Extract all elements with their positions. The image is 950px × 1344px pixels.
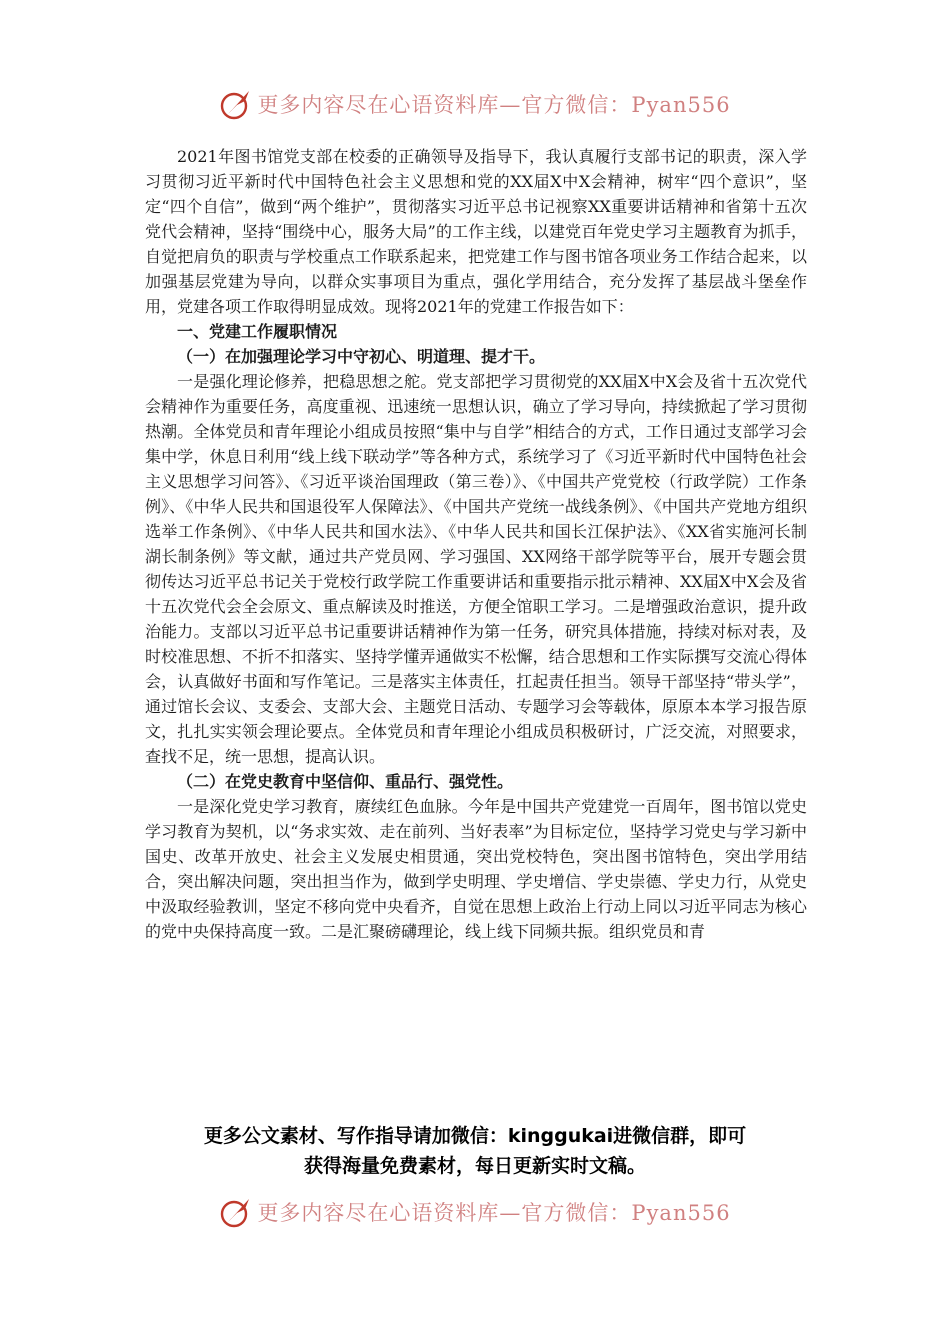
- promo-line: 更多公文素材、写作指导请加微信：kinggukai进微信群，即可: [203, 1125, 747, 1147]
- subsection-heading: （一）在加强理论学习中守初心、明道理、提才干。: [177, 347, 546, 366]
- footer-banner: [0, 1192, 950, 1232]
- header-banner: [0, 84, 950, 124]
- header-banner-text: 更多内容尽在心语资料库—官方微信：Pyan556: [257, 93, 731, 117]
- footer-banner-text: 更多内容尽在心语资料库—官方微信：Pyan556: [257, 1201, 731, 1225]
- promo-line: 获得海量免费素材，每日更新实时文稿。: [303, 1155, 646, 1177]
- quill-logo-icon: [219, 1195, 253, 1229]
- body-paragraph: 一是深化党史学习教育，赓续红色血脉。今年是中国共产党建党一百周年，图书馆以党史学习教育为契机，以“务求实效、走在前列、当好表率”为目标定位，坚持学习党史与学习新中国史、改革开放史、社会主义发展史相贯通，突出党校特色，突出图书馆特色，突出学用结合，突出解决问题，突出担当作为，做到学史明理、学史增信、学史崇德、学史力行，从党史中汲取经验教训，坚定不移向党中央看齐，自觉在思想上政治上行动上同以习近平同志为核心的党中央保持高度一致。二是汇聚磅礴理论，线上线下同频共振。组织党员和青: [145, 797, 807, 941]
- section-heading: 一、党建工作履职情况: [177, 322, 338, 341]
- document-body: [145, 144, 807, 944]
- intro-paragraph: 2021年图书馆党支部在校委的正确领导及指导下，我认真履行支部书记的职责，深入学习贯彻习近平新时代中国特色社会主义思想和党的XX届X中X会精神，树牢“四个意识”，坚定“四个自信”，做到“两个维护”，贯彻落实习近平总书记视察XX重要讲话精神和省第十五次党代会精神，坚持“围绕中心，服务大局”的工作主线，以建党百年党史学习主题教育为抓手，自觉把肩负的职责与学校重点工作联系起来，把党建工作与图书馆各项业务工作结合起来，以加强基层党建为导向，以群众实事项目为重点，强化学用结合，充分发挥了基层战斗堡垒作用，党建各项工作取得明显成效。现将2021年的党建工作报告如下：: [145, 147, 807, 316]
- promo-notice: [100, 1121, 850, 1181]
- subsection-heading: （二）在党史教育中坚信仰、重品行、强党性。: [177, 772, 514, 791]
- quill-logo-icon: [219, 87, 253, 121]
- body-paragraph: 一是强化理论修养，把稳思想之舵。党支部把学习贯彻党的XX届X中X会及省十五次党代会精神作为重要任务，高度重视、迅速统一思想认识，确立了学习导向，持续掀起了学习贯彻热潮。全体党员和青年理论小组成员按照“集中与自学”相结合的方式，工作日通过支部学习会集中学，休息日利用“线上线下联动学”等各种方式，系统学习了《习近平新时代中国特色社会主义思想学习问答》、《习近平谈治国理政（第三卷）》、《中国共产党党校（行政学院）工作条例》、《中华人民共和国退役军人保障法》、《中国共产党统一战线条例》、《中国共产党地方组织选举工作条例》、《中华人民共和国水法》、《中华人民共和国长江保护法》、《XX省实施河长制湖长制条例》等文献，通过共产党员网、学习强国、XX网络干部学院等平台，展开专题会贯彻传达习近平总书记关于党校行政学院工作重要讲话和重要指示批示精神、XX届X中X会及省十五次党代会全会原文、重点解读及时推送，方便全馆职工学习。二是增强政治意识，提升政治能力。支部以习近平总书记重要讲话精神作为第一任务，研究具体措施，持续对标对表，及时校准思想、不折不扣落实、坚持学懂弄通做实不松懈，结合思想和工作实际撰写交流心得体会，认真做好书面和写作笔记。三是落实主体责任，扛起责任担当。领导干部坚持“带头学”，通过馆长会议、支委会、支部大会、主题党日活动、专题学习会等载体，原原本本学习报告原文，扎扎实实领会理论要点。全体党员和青年理论小组成员积极研讨，广泛交流，对照要求，查找不足，统一思想，提高认识。: [145, 372, 807, 766]
